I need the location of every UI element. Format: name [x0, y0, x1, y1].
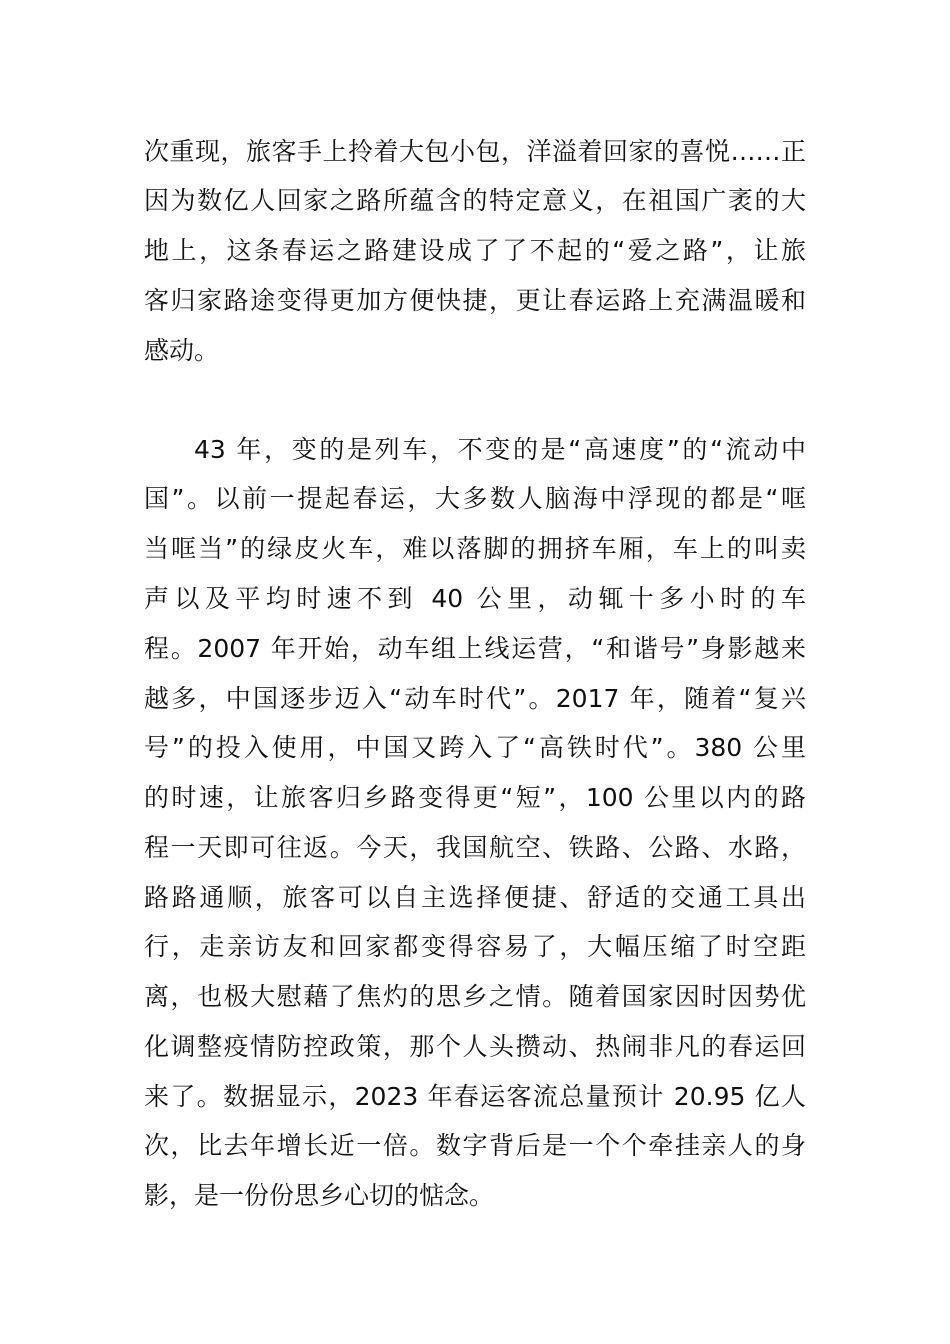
- text-line-indented: 43 年，变的是列车，不变的是“高速度”的“流动中: [194, 435, 806, 464]
- text-line: 路路通顺，旅客可以自主选择便捷、舒适的交通工具出: [144, 883, 806, 912]
- text-line: 次，比去年增长近一倍。数字背后是一个个牵挂亲人的身: [144, 1131, 806, 1160]
- text-line: 客归家路途变得更加方便快捷，更让春运路上充满温暖和: [144, 286, 806, 315]
- text-line: 国”。以前一提起春运，大多数人脑海中浮现的都是“哐: [144, 484, 806, 513]
- text-line: 化调整疫情防控政策，那个人头攒动、热闹非凡的春运回: [144, 1032, 806, 1061]
- text-line: 越多，中国逐步迈入“动车时代”。2017 年，随着“复兴: [144, 684, 806, 713]
- text-line: 来了。数据显示，2023 年春运客流总量预计 20.95 亿人: [144, 1082, 806, 1111]
- text-line: 程一天即可往返。今天，我国航空、铁路、公路、水路，: [144, 833, 806, 862]
- text-line: 行，走亲访友和回家都变得容易了，大幅压缩了时空距: [144, 932, 806, 961]
- text-line: 地上，这条春运之路建设成了了不起的“爱之路”，让旅: [144, 236, 806, 265]
- text-line: 离，也极大慰藉了焦灼的思乡之情。随着国家因时因势优: [144, 982, 806, 1011]
- text-line: 声以及平均时速不到 40 公里，动辄十多小时的车: [144, 584, 806, 613]
- text-line: 程。2007 年开始，动车组上线运营，“和谐号”身影越来: [144, 634, 806, 663]
- text-line: 感动。: [144, 336, 220, 365]
- text-line: 影，是一份份思乡心切的惦念。: [144, 1181, 495, 1210]
- text-line: 的时速，让旅客归乡路变得更“短”，100 公里以内的路: [144, 783, 806, 812]
- text-line: 次重现，旅客手上拎着大包小包，洋溢着回家的喜悦……正: [144, 137, 806, 166]
- text-line: 因为数亿人回家之路所蕴含的特定意义，在祖国广袤的大: [144, 186, 806, 215]
- text-line: 号”的投入使用，中国又跨入了“高铁时代”。380 公里: [144, 733, 806, 762]
- text-line: 当哐当”的绿皮火车，难以落脚的拥挤车厢，车上的叫卖: [144, 534, 806, 563]
